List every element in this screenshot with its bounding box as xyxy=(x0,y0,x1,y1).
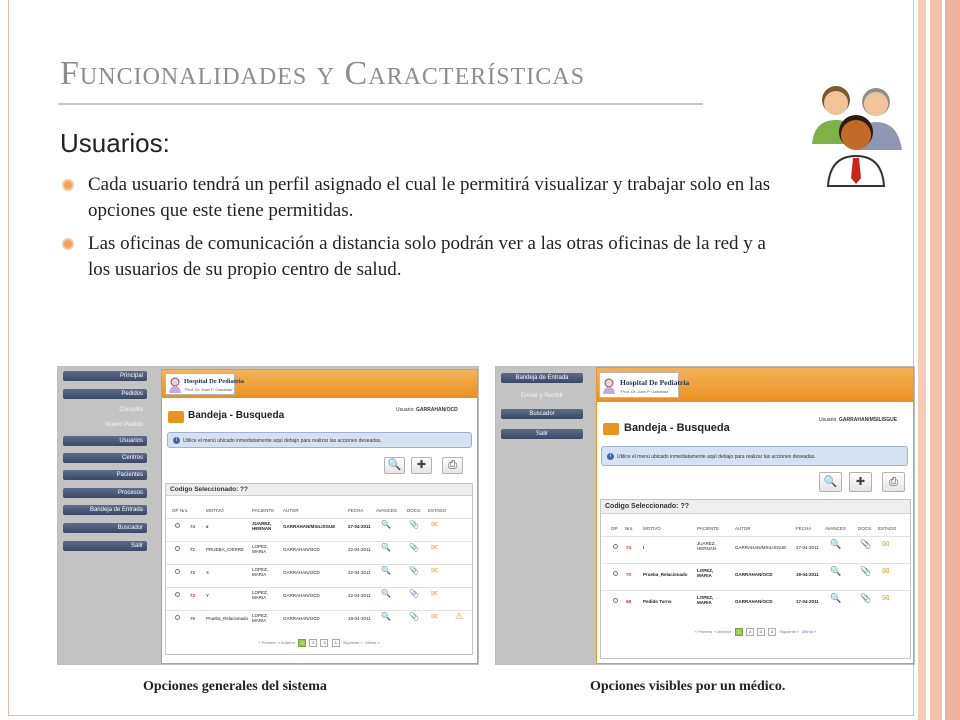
app-header xyxy=(597,368,913,402)
pager-first[interactable]: « Primera xyxy=(258,640,276,646)
children-logo-icon xyxy=(602,378,616,394)
envelope-icon[interactable]: ✉ xyxy=(882,539,890,549)
bullet-list xyxy=(60,172,790,290)
add-button[interactable]: ✚ xyxy=(849,472,872,492)
user-indicator: Usuario: GARRAHAN/OCD xyxy=(396,407,458,413)
pager-page[interactable]: 3 xyxy=(757,628,765,636)
panel-title: Codigo Seleccionado: ?? xyxy=(166,484,472,496)
pagination xyxy=(601,628,910,636)
menu-item-procesos[interactable]: Procesos xyxy=(63,488,147,498)
hospital-subtitle: "Prof. Dr. Juan P. Garrahan" xyxy=(620,389,670,394)
row-select-radio[interactable] xyxy=(175,592,180,597)
search-icon[interactable]: 🔍 xyxy=(830,539,842,549)
col-motivo: MOTIVO xyxy=(206,508,224,513)
paperclip-icon[interactable]: 📎 xyxy=(409,520,419,529)
info-message xyxy=(601,446,908,466)
pager-page[interactable]: 2 xyxy=(309,639,317,647)
table-row[interactable]: 74 x JUAREZ, HERNAN GARRAHAN/MSILISGUE 27-04-2011 🔍 📎 ✉ xyxy=(166,518,472,540)
search-icon[interactable]: 🔍 xyxy=(381,520,391,529)
envelope-icon[interactable]: ✉ xyxy=(431,520,438,529)
app-window xyxy=(596,367,914,664)
table-row[interactable]: 70 Prueba_Relacionado LOPEZ, MARIA GARRAHAN/OCD 19-04-2011 🔍 📎 ✉ xyxy=(601,563,910,589)
search-icon[interactable]: 🔍 xyxy=(381,589,391,598)
hospital-name: Hospital De Pediatria xyxy=(620,378,690,387)
pagination xyxy=(166,639,472,647)
pager-page[interactable]: 2 xyxy=(746,628,754,636)
row-select-radio[interactable] xyxy=(613,544,618,549)
row-select-radio[interactable] xyxy=(175,569,180,574)
page-title: Bandeja - Busqueda xyxy=(624,422,730,434)
user-indicator: Usuario: GARRAHAN/MSILISGUE xyxy=(819,417,898,423)
app-header xyxy=(162,370,477,398)
bullet-text: Las oficinas de comunicación a distancia solo podrán ver a las otras oficinas de la red y a los usuarios de su propio centro de salud. xyxy=(88,233,766,280)
search-icon[interactable]: 🔍 xyxy=(830,593,842,603)
row-select-radio[interactable] xyxy=(175,615,180,620)
folder-icon xyxy=(168,411,184,423)
paperclip-icon[interactable]: 📎 xyxy=(409,589,419,598)
info-text: Utilice el menú ubicado inmediatamente aquí debajo para realizar las acciones deseadas. xyxy=(183,437,382,444)
pager-last[interactable]: Ultima » xyxy=(365,640,380,646)
pager-page[interactable]: 4 xyxy=(332,639,340,647)
table-row[interactable]: 71 PRUEBA_CIERRE LOPEZ, MARIA GARRAHAN/OCD 22-04-2011 🔍 📎 ✉ xyxy=(166,541,472,563)
row-select-radio[interactable] xyxy=(175,546,180,551)
search-button[interactable]: 🔍 xyxy=(384,457,405,474)
menu-item-buscador[interactable]: Buscador xyxy=(63,523,147,533)
col-estado: ESTADO xyxy=(428,508,447,513)
col-nro: Nro. xyxy=(180,508,189,513)
col-avances: AVANCES xyxy=(376,508,397,513)
hospital-logo xyxy=(165,373,244,395)
pager-next[interactable]: Siguiente » xyxy=(779,629,800,635)
envelope-icon[interactable]: ✉ xyxy=(431,589,438,598)
col-avances: AVANCES xyxy=(825,526,846,531)
folder-icon xyxy=(603,423,619,435)
hospital-logo xyxy=(599,372,690,398)
decorative-stripes xyxy=(918,0,960,720)
col-paciente: PACIENTE xyxy=(252,508,275,513)
menu-item-salir[interactable]: Salir xyxy=(501,429,583,439)
add-button[interactable]: ✚ xyxy=(411,457,432,474)
page-title: Bandeja - Busqueda xyxy=(188,410,285,421)
search-icon[interactable]: 🔍 xyxy=(381,543,391,552)
menu-item-nuevo-pedido[interactable]: Nuevo Pedido xyxy=(105,422,143,428)
caption-doctor: Opciones visibles por un médico. xyxy=(590,679,786,694)
warning-icon: ⚠ xyxy=(455,611,464,621)
table-row[interactable]: 70 Prueba_Relacionado LOPEZ, MARIA GARRAHAN/OCD 19-04-2011 🔍 📎 ✉ ⚠ xyxy=(166,610,472,632)
menu-item-principal[interactable]: Principal xyxy=(63,371,147,381)
print-button[interactable]: ⎙ xyxy=(442,457,463,474)
screenshot-general-options xyxy=(57,366,479,665)
row-select-radio[interactable] xyxy=(175,523,180,528)
menu-item-bandeja-entrada[interactable]: Bandeja de Entrada xyxy=(501,373,583,383)
paperclip-icon[interactable]: 📎 xyxy=(860,566,872,576)
table-row[interactable]: 72 X LOPEZ, MARIA GARRAHAN/OCD 22-04-2011 🔍 📎 ✉ xyxy=(166,564,472,586)
envelope-icon[interactable]: ✉ xyxy=(431,612,438,621)
info-text: Utilice el menú ubicado inmediatamente aquí debajo para realizar las acciones deseadas. xyxy=(617,453,816,460)
envelope-icon[interactable]: ✉ xyxy=(431,543,438,552)
bullet-text: Cada usuario tendrá un perfil asignado el cual le permitirá visualizar y trabajar solo en las opciones que este tiene permitidas. xyxy=(88,174,771,221)
col-docs: DOCS. xyxy=(858,526,873,531)
users-group-icon xyxy=(806,80,912,190)
col-fecha: FECHA xyxy=(348,508,364,513)
pager-page[interactable]: 1 xyxy=(298,639,306,647)
info-icon: i xyxy=(173,437,180,444)
search-icon[interactable]: 🔍 xyxy=(381,612,391,621)
pager-last[interactable]: Ultima » xyxy=(801,629,817,635)
pager-page[interactable]: 1 xyxy=(735,628,743,636)
title-divider xyxy=(58,103,703,105)
col-motivo: MOTIVO xyxy=(643,526,661,531)
section-heading: Usuarios: xyxy=(60,128,170,158)
row-select-radio[interactable] xyxy=(613,571,618,576)
menu-item-enviar-recibir[interactable]: Enviar y Recibir xyxy=(520,393,563,399)
pager-first[interactable]: « Primera xyxy=(694,629,713,635)
menu-item-salir[interactable]: Salir xyxy=(63,541,147,551)
sidebar-menu xyxy=(496,367,596,665)
info-message xyxy=(167,432,472,448)
row-select-radio[interactable] xyxy=(613,598,618,603)
screenshot-doctor-options xyxy=(495,366,915,665)
bullet-item xyxy=(60,231,790,283)
menu-item-usuarios[interactable]: Usuarios xyxy=(63,436,147,446)
table-row[interactable]: 74 I JUAREZ, HERNAN GARRAHAN/MSILISGUE 27-04-2011 🔍 📎 ✉ xyxy=(601,536,910,562)
hospital-subtitle: "Prof. Dr. Juan P. Garrahan" xyxy=(184,387,234,392)
bullet-dot-icon xyxy=(62,179,74,191)
envelope-icon[interactable]: ✉ xyxy=(882,593,890,603)
col-op: OP xyxy=(172,508,179,513)
menu-item-pedidos[interactable]: Pedidos xyxy=(63,389,147,399)
info-icon: i xyxy=(607,453,614,460)
results-panel xyxy=(165,483,473,655)
search-icon[interactable]: 🔍 xyxy=(830,566,842,576)
paperclip-icon[interactable]: 📎 xyxy=(409,543,419,552)
print-button[interactable]: ⎙ xyxy=(882,472,905,492)
pager-page[interactable]: 4 xyxy=(768,628,776,636)
col-autor: AUTOR xyxy=(735,526,751,531)
bullet-item xyxy=(60,172,790,224)
col-paciente: PACIENTE xyxy=(697,526,720,531)
pager-page[interactable]: 3 xyxy=(320,639,328,647)
children-logo-icon xyxy=(168,377,182,393)
col-autor: AUTOR xyxy=(283,508,299,513)
hospital-name: Hospital De Pediatria xyxy=(184,378,244,385)
search-button[interactable]: 🔍 xyxy=(819,472,842,492)
menu-item-consulta[interactable]: Consulta xyxy=(119,407,143,413)
paperclip-icon[interactable]: 📎 xyxy=(409,612,419,621)
app-window xyxy=(161,369,478,664)
paperclip-icon[interactable]: 📎 xyxy=(860,593,872,603)
envelope-icon[interactable]: ✉ xyxy=(882,566,890,576)
envelope-icon[interactable]: ✉ xyxy=(431,566,438,575)
pager-prev[interactable]: « Anterior xyxy=(714,629,732,635)
panel-title: Codigo Seleccionado: ?? xyxy=(601,500,910,514)
paperclip-icon[interactable]: 📎 xyxy=(860,539,872,549)
slide-title: Funcionalidades y Características xyxy=(60,55,585,92)
col-op: OP xyxy=(611,526,618,531)
col-fecha: FECHA xyxy=(796,526,812,531)
table-row[interactable]: 73 Y LOPEZ, MARIA GARRAHAN/OCD 22-04-2011 🔍 📎 ✉ xyxy=(166,587,472,609)
menu-item-bandeja-entrada[interactable]: Bandeja de Entrada xyxy=(63,505,147,515)
menu-item-centros[interactable]: Centros xyxy=(63,453,147,463)
paperclip-icon[interactable]: 📎 xyxy=(409,566,419,575)
search-icon[interactable]: 🔍 xyxy=(381,566,391,575)
menu-item-buscador[interactable]: Buscador xyxy=(501,409,583,419)
col-estado: ESTADO xyxy=(878,526,897,531)
pager-next[interactable]: Siguiente » xyxy=(342,640,363,646)
pager-prev[interactable]: « Anterior xyxy=(277,640,295,646)
caption-general: Opciones generales del sistema xyxy=(143,679,327,694)
menu-item-pacientes[interactable]: Pacientes xyxy=(63,470,147,480)
sidebar-menu xyxy=(58,367,158,665)
col-docs: DOCS. xyxy=(407,508,422,513)
bullet-dot-icon xyxy=(62,238,74,250)
table-row[interactable]: 68 Pedido Turno LOPEZ, MARIA GARRAHAN/OCD 17-04-2011 🔍 📎 ✉ xyxy=(601,590,910,616)
results-panel xyxy=(600,499,911,659)
col-nro: Nro. xyxy=(625,526,634,531)
